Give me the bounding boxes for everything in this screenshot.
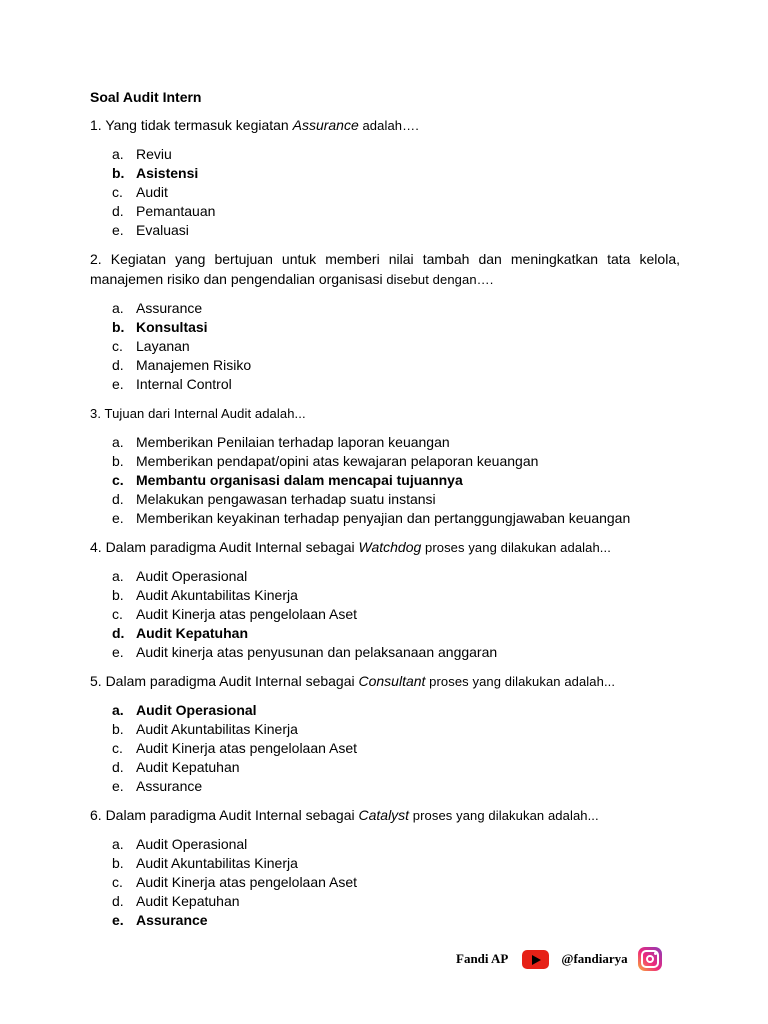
option-text: Membantu organisasi dalam mencapai tujuannya <box>136 472 463 488</box>
option-item-answer <box>90 164 680 183</box>
option-item-answer <box>90 624 680 643</box>
question-text <box>90 805 680 826</box>
option-letter: e. <box>112 912 124 928</box>
option-item <box>90 567 680 586</box>
question-prefix: 1. Yang tidak termasuk kegiatan <box>90 117 293 133</box>
question-suffix: 3. Tujuan dari Internal Audit adalah... <box>90 406 306 421</box>
option-text: Asistensi <box>136 165 199 181</box>
option-item <box>90 452 680 471</box>
question-text <box>90 537 680 558</box>
option-item <box>90 375 680 394</box>
document-page <box>90 88 680 939</box>
option-text: Audit Akuntabilitas Kinerja <box>136 855 298 871</box>
option-item <box>90 777 680 796</box>
question-emphasis: Watchdog <box>358 539 422 555</box>
option-letter: c. <box>112 472 124 488</box>
question-2 <box>90 249 680 394</box>
question-5 <box>90 671 680 796</box>
option-item <box>90 892 680 911</box>
option-letter: d. <box>112 893 124 909</box>
option-item <box>90 356 680 375</box>
option-item <box>90 490 680 509</box>
option-letter: d. <box>112 759 124 775</box>
option-letter: e. <box>112 644 124 660</box>
option-text: Audit Kinerja atas pengelolaan Aset <box>136 874 358 890</box>
option-text: Memberikan pendapat/opini atas kewajaran pelaporan keuangan <box>136 453 539 469</box>
option-item <box>90 183 680 202</box>
question-suffix: adalah…. <box>358 118 419 133</box>
option-letter: a. <box>112 434 124 450</box>
option-text: Manajemen Risiko <box>136 357 252 373</box>
option-list <box>90 835 680 930</box>
footer <box>456 944 662 974</box>
option-item <box>90 720 680 739</box>
option-letter: d. <box>112 491 124 507</box>
option-letter: a. <box>112 146 124 162</box>
option-item <box>90 643 680 662</box>
option-letter: e. <box>112 222 124 238</box>
option-letter: b. <box>112 319 125 335</box>
option-item-answer <box>90 471 680 490</box>
option-letter: a. <box>112 568 124 584</box>
question-text <box>90 115 680 136</box>
option-list <box>90 299 680 394</box>
option-list <box>90 567 680 662</box>
option-item <box>90 433 680 452</box>
question-6 <box>90 805 680 930</box>
question-text <box>90 671 680 692</box>
option-letter: d. <box>112 625 125 641</box>
option-letter: b. <box>112 165 125 181</box>
option-item <box>90 586 680 605</box>
option-letter: a. <box>112 702 124 718</box>
option-text: Audit Operasional <box>136 702 257 718</box>
social-handle: @fandiarya <box>561 951 628 966</box>
option-letter: c. <box>112 338 123 354</box>
option-item <box>90 739 680 758</box>
option-letter: c. <box>112 184 123 200</box>
question-prefix: 4. Dalam paradigma Audit Internal sebagai <box>90 539 359 555</box>
option-item <box>90 835 680 854</box>
option-text: Audit Kinerja atas pengelolaan Aset <box>136 740 358 756</box>
option-text: Audit Akuntabilitas Kinerja <box>136 721 298 737</box>
option-item <box>90 202 680 221</box>
option-text: Audit Operasional <box>136 836 248 852</box>
option-item <box>90 854 680 873</box>
option-item <box>90 145 680 164</box>
option-letter: b. <box>112 453 124 469</box>
option-item <box>90 221 680 240</box>
option-list <box>90 433 680 528</box>
option-item <box>90 758 680 777</box>
option-text: Memberikan keyakinan terhadap penyajian dan pertanggungjawaban keuangan <box>136 510 631 526</box>
question-emphasis: Assurance <box>292 117 359 133</box>
option-text: Pemantauan <box>136 203 216 219</box>
option-item <box>90 509 680 528</box>
question-emphasis: Consultant <box>358 673 426 689</box>
instagram-icon[interactable] <box>638 947 662 971</box>
option-letter: e. <box>112 376 124 392</box>
option-letter: c. <box>112 606 123 622</box>
option-letter: c. <box>112 874 123 890</box>
option-item <box>90 873 680 892</box>
question-4 <box>90 537 680 662</box>
option-list <box>90 701 680 796</box>
question-suffix: proses yang dilakukan adalah... <box>421 540 611 555</box>
option-item <box>90 337 680 356</box>
option-letter: a. <box>112 300 124 316</box>
question-suffix: proses yang dilakukan adalah... <box>425 674 616 689</box>
option-text: Memberikan Penilaian terhadap laporan keuangan <box>136 434 450 450</box>
option-text: Assurance <box>136 300 203 316</box>
question-suffix: proses yang dilakukan adalah... <box>409 808 599 823</box>
question-prefix: 2. Kegiatan yang bertujuan untuk memberi nilai tambah dan meningkatkan tata kelola, manajemen risiko dan pengendalian organisasi <box>90 251 680 287</box>
question-prefix: 6. Dalam paradigma Audit Internal sebagai <box>90 807 359 823</box>
question-suffix: disebut dengan…. <box>382 272 494 287</box>
option-item <box>90 299 680 318</box>
option-text: Assurance <box>136 778 203 794</box>
option-text: Assurance <box>136 912 208 928</box>
option-item-answer <box>90 318 680 337</box>
option-text: Audit Kinerja atas pengelolaan Aset <box>136 606 358 622</box>
question-emphasis: Catalyst <box>358 807 410 823</box>
youtube-icon[interactable] <box>522 950 549 969</box>
option-item-answer <box>90 701 680 720</box>
option-letter: d. <box>112 357 124 373</box>
option-text: Audit Akuntabilitas Kinerja <box>136 587 298 603</box>
option-text: Audit Kepatuhan <box>136 893 240 909</box>
option-letter: e. <box>112 510 124 526</box>
option-letter: b. <box>112 855 124 871</box>
document-title: Soal Audit Intern <box>90 89 202 105</box>
option-text: Audit Kepatuhan <box>136 625 248 641</box>
option-list <box>90 145 680 240</box>
option-text: Audit Operasional <box>136 568 248 584</box>
question-text <box>90 403 680 424</box>
option-letter: a. <box>112 836 124 852</box>
option-text: Internal Control <box>136 376 232 392</box>
option-item-answer <box>90 911 680 930</box>
option-letter: b. <box>112 721 124 737</box>
author-name: Fandi AP <box>456 951 509 966</box>
option-item <box>90 605 680 624</box>
question-text <box>90 249 680 290</box>
option-letter: e. <box>112 778 124 794</box>
question-prefix: 5. Dalam paradigma Audit Internal sebagai <box>90 673 359 689</box>
option-letter: b. <box>112 587 124 603</box>
option-text: Konsultasi <box>136 319 208 335</box>
option-text: Layanan <box>136 338 190 354</box>
option-letter: d. <box>112 203 124 219</box>
option-text: Reviu <box>136 146 172 162</box>
option-text: Audit Kepatuhan <box>136 759 240 775</box>
option-text: Melakukan pengawasan terhadap suatu instansi <box>136 491 436 507</box>
option-text: Audit kinerja atas penyusunan dan pelaksanaan anggaran <box>136 644 498 660</box>
option-letter: c. <box>112 740 123 756</box>
question-1 <box>90 115 680 240</box>
option-text: Evaluasi <box>136 222 189 238</box>
question-3 <box>90 403 680 528</box>
option-text: Audit <box>136 184 168 200</box>
